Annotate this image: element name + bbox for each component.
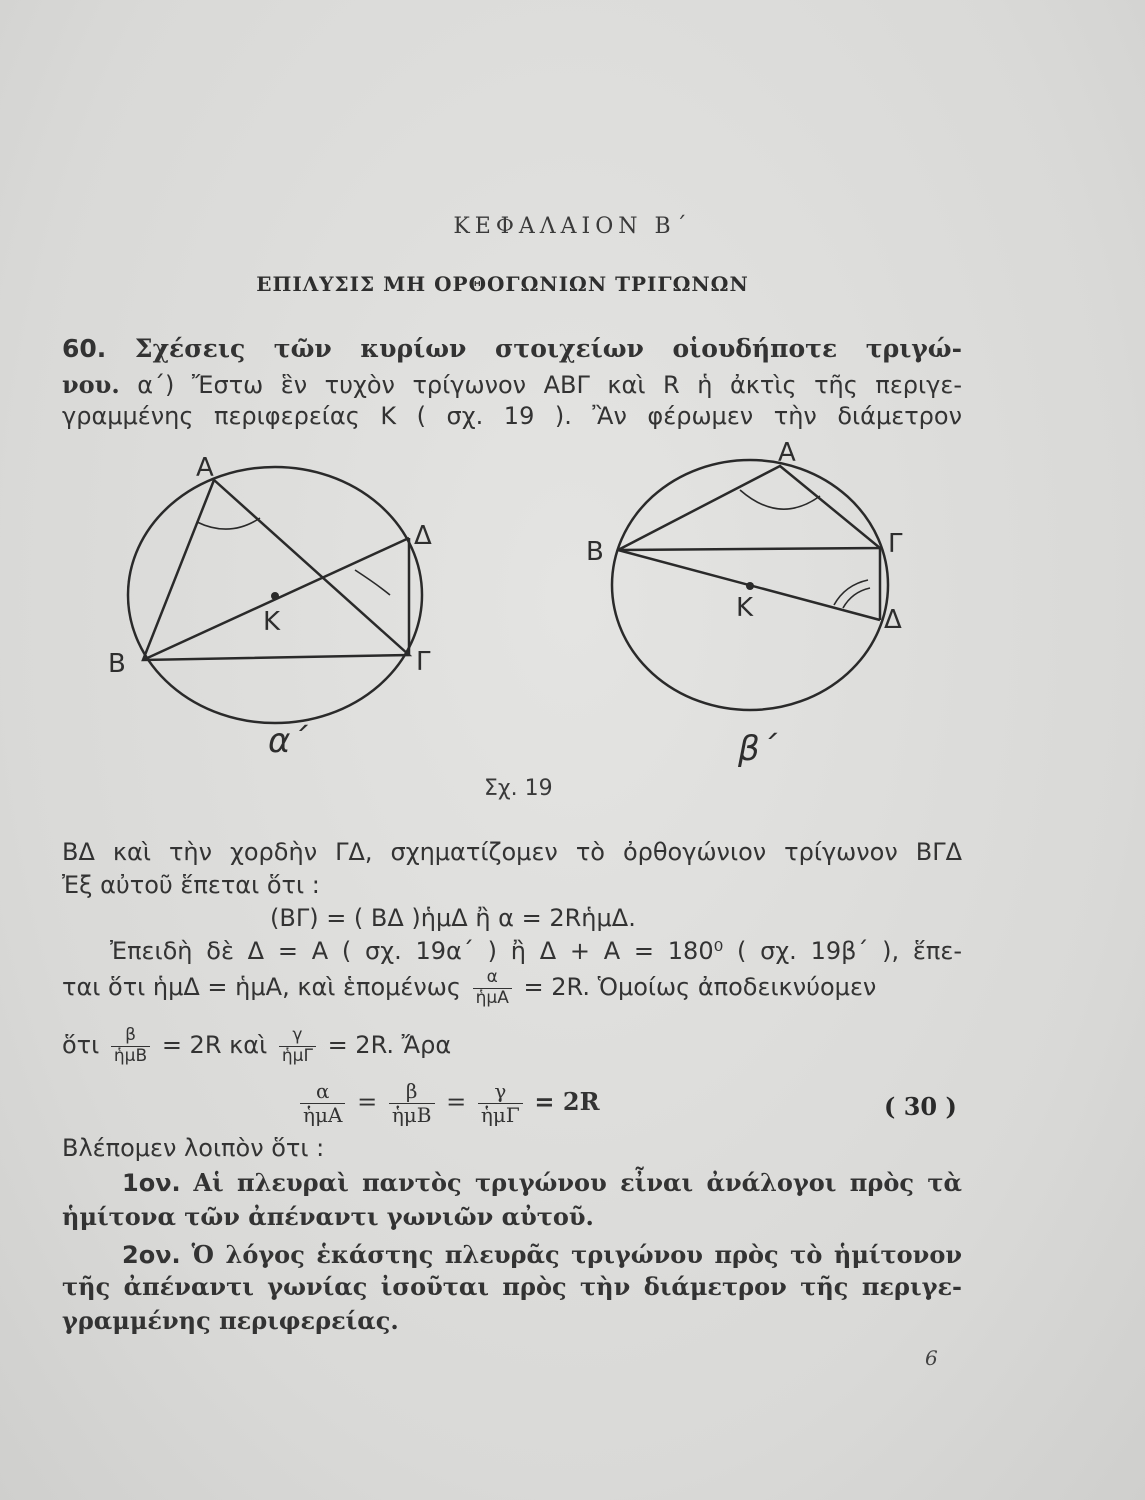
eq30-frac-a: [300, 1080, 345, 1127]
center-k-right: [746, 582, 754, 590]
result2-number: 2ον.: [122, 1241, 181, 1269]
frac-den: ἡμΑ: [303, 1103, 343, 1127]
label-k-left: Κ: [263, 607, 281, 637]
equation-number: ( 30 ): [884, 1092, 957, 1121]
frac-num: γ: [279, 1026, 316, 1047]
section-heading-end: νου.: [62, 370, 120, 399]
fraction-b-over-sinB: [111, 1026, 150, 1066]
equation-1: (ΒΓ) = ( ΒΔ )ἡμΔ ἢ α = 2RἡμΔ.: [270, 904, 636, 932]
body-line4: Ἐπειδὴ δὲ Δ = Α ( σχ. 19α΄ ) ἢ Δ + Α = 180⁰ ( σχ. 19β΄ ), ἕπε-: [110, 937, 962, 965]
section-heading-line1: [62, 334, 962, 363]
frac-den: ἡμΓ: [281, 1045, 313, 1066]
result2-line2: τῆς ἀπέναντι γωνίας ἰσοῦται πρὸς τὴν διάμετρον τῆς περιγε-: [62, 1272, 962, 1301]
fraction-c-over-sinG: [279, 1026, 316, 1066]
eq30-frac-c: [478, 1080, 523, 1127]
label-d-left: Δ: [414, 521, 432, 551]
label-g-right: Γ: [888, 529, 903, 559]
frac-num: β: [389, 1080, 435, 1104]
figure-caption: Σχ. 19: [484, 776, 553, 801]
center-k-left: [271, 592, 279, 600]
angle-arc-a-left: [197, 518, 260, 529]
caption-alpha: α΄: [268, 721, 308, 761]
frac-den: ἡμΒ: [113, 1045, 148, 1066]
figure-19: [0, 440, 1145, 780]
section-heading: Σχέσεις τῶν κυρίων στοιχείων οἱουδήποτε τριγώ-: [134, 334, 962, 363]
result2-line1: [122, 1240, 962, 1269]
result2-text: Ὁ λόγος ἑκάστης πλευρᾶς τριγώνου πρὸς τὸ ἡμίτονον: [191, 1240, 962, 1269]
chapter-title: ΚΕΦΑΛΑΙΟΝ Β΄: [453, 214, 692, 239]
body-line5: [62, 968, 876, 1008]
section-line3: γραμμένης περιφερείας Κ ( σχ. 19 ). Ἂν φέρωμεν τὴν διάμετρον: [62, 402, 962, 430]
chapter-subtitle: ΕΠΙΛΥΣΙΣ ΜΗ ΟΡΘΟΓΩΝΙΩΝ ΤΡΙΓΩΝΩΝ: [256, 272, 749, 296]
angle-arc-d-right-2: [843, 588, 870, 608]
label-d-right: Δ: [884, 605, 902, 635]
section-line2-text: α΄) Ἔστω ἓν τυχὸν τρίγωνον ΑΒΓ καὶ R ἡ ἀκτὶς τῆς περιγε-: [137, 371, 962, 399]
fraction-a-over-sinA: [473, 968, 512, 1008]
label-g-left: Γ: [416, 647, 431, 677]
frac-den: ἡμΑ: [475, 987, 509, 1008]
body-line6: [62, 1026, 451, 1066]
result2-line3: γραμμένης περιφερείας.: [62, 1306, 399, 1335]
angle-arc-a-right: [740, 490, 820, 509]
result1-text: Αἱ πλευραὶ παντὸς τριγώνου εἶναι ἀνάλογοι πρὸς τὰ: [193, 1168, 962, 1197]
eq-sign: =: [357, 1088, 378, 1116]
body-line5-b: = 2R. Ὁμοίως ἀποδεικνύομεν: [523, 973, 877, 1002]
body-line6-b: = 2R καὶ: [161, 1031, 268, 1060]
eq30-frac-b: [389, 1080, 435, 1127]
body-line8: Βλέπομεν λοιπὸν ὅτι :: [62, 1134, 325, 1162]
angle-arc-d-left: [355, 570, 390, 595]
page-number: 6: [925, 1346, 938, 1370]
body-line2: Ἐξ αὐτοῦ ἕπεται ὅτι :: [62, 871, 320, 899]
caption-beta: β΄: [738, 729, 777, 769]
section-line2: [62, 370, 962, 399]
body-line1: ΒΔ καὶ τὴν χορδὴν ΓΔ, σχηματίζομεν τὸ ὀρθογώνιον τρίγωνον ΒΓΔ: [62, 838, 962, 866]
frac-num: β: [111, 1026, 150, 1047]
angle-arc-d-right-1: [834, 580, 868, 605]
section-number: 60.: [62, 334, 107, 363]
equation-30: [296, 1080, 600, 1127]
label-k-right: Κ: [736, 593, 754, 623]
body-line6-a: ὅτι: [62, 1031, 100, 1060]
frac-num: γ: [478, 1080, 523, 1104]
result1-number: 1ον.: [122, 1169, 181, 1197]
result1-line1: [122, 1168, 962, 1197]
body-line5-a: ται ὅτι ἡμΔ = ἡμΑ, καὶ ἑπομένως: [62, 973, 461, 1002]
eq30-result: = 2R: [534, 1087, 600, 1116]
body-line6-c: = 2R. Ἄρα: [327, 1031, 452, 1060]
triangle-abg-right: [618, 466, 880, 550]
label-b-right: Β: [586, 537, 604, 567]
label-b-left: Β: [108, 649, 126, 679]
eq-sign: =: [446, 1088, 467, 1116]
frac-num: α: [300, 1080, 345, 1104]
frac-num: α: [473, 968, 512, 989]
result1-line2: ἡμίτονα τῶν ἀπέναντι γωνιῶν αὐτοῦ.: [62, 1202, 594, 1231]
label-a-left: Α: [196, 453, 214, 483]
frac-den: ἡμΒ: [391, 1103, 432, 1127]
frac-den: ἡμΓ: [480, 1103, 520, 1127]
label-a-right: Α: [778, 440, 796, 468]
